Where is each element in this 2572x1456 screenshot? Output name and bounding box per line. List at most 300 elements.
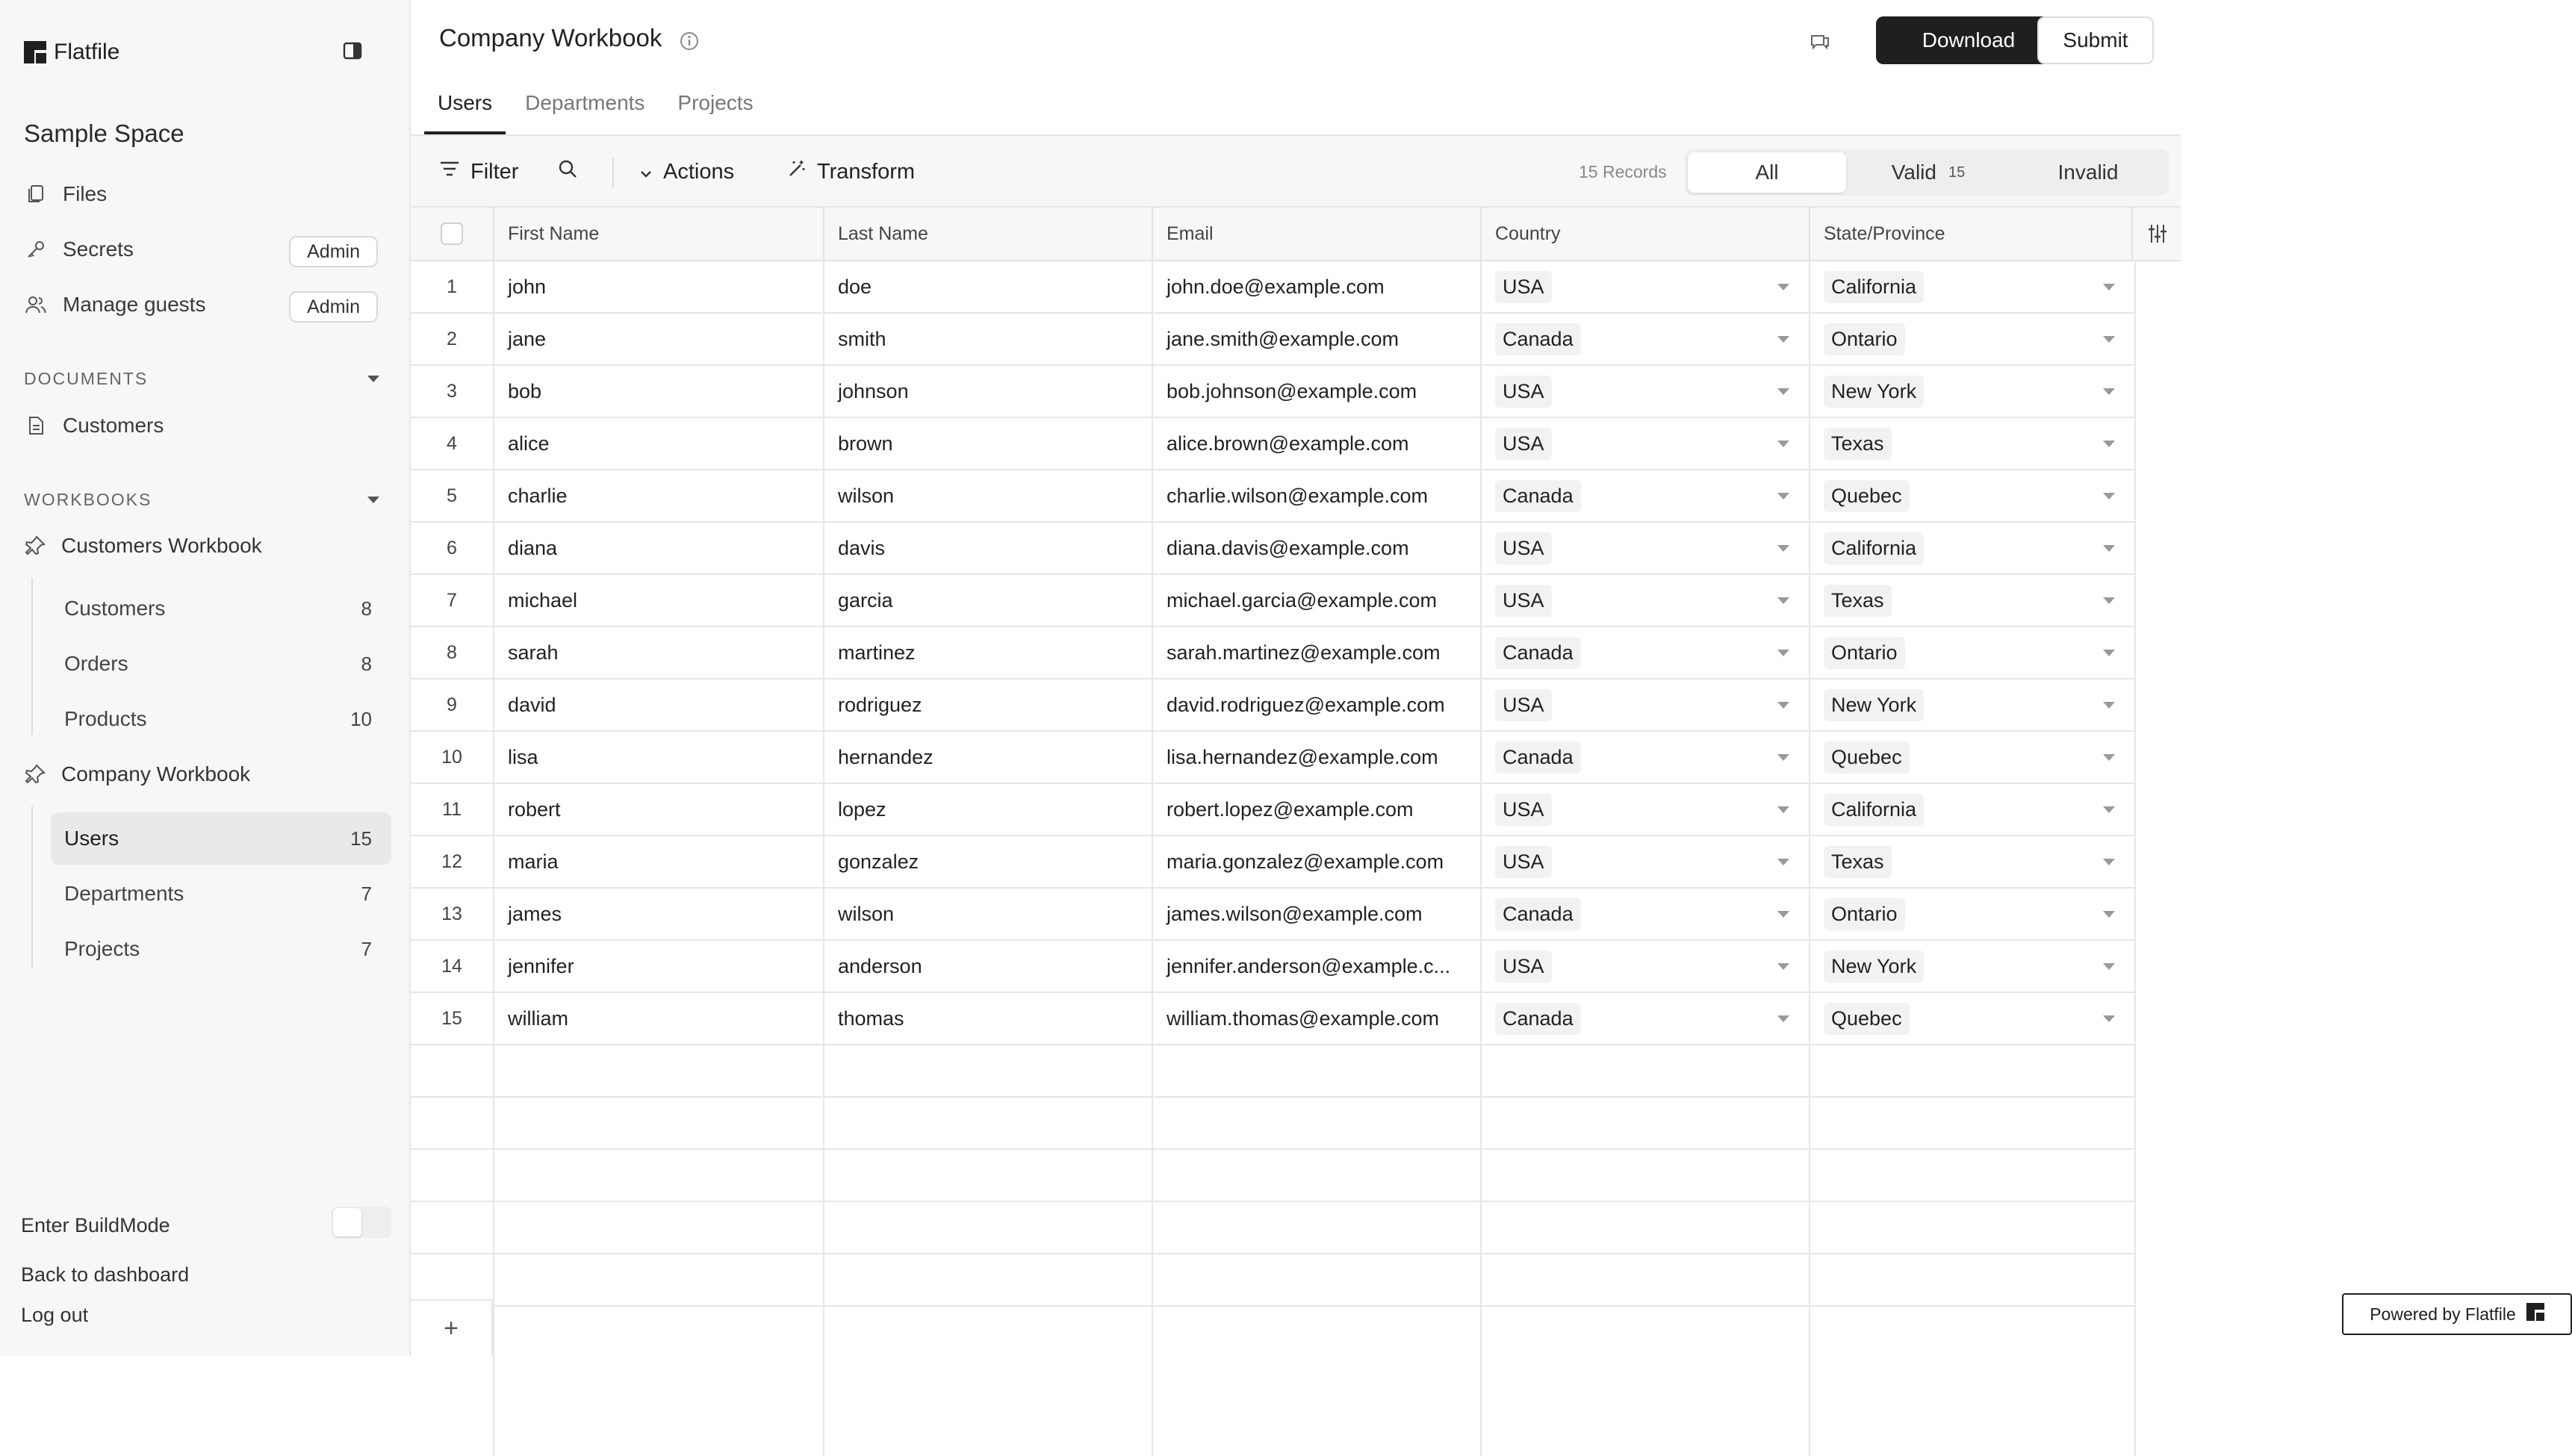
records-count: 15 Records [1579, 161, 1667, 181]
country-cell[interactable] [1482, 784, 1810, 835]
row-number-cell[interactable]: 7 [411, 575, 494, 626]
dropdown-caret-icon[interactable] [1777, 493, 1789, 500]
workbooks-heading: WORKBOOKS [24, 490, 152, 509]
search-icon [557, 158, 578, 185]
document-item-customers[interactable] [24, 403, 382, 448]
record-filter-segmented-control [1685, 149, 2169, 196]
state-province-cell[interactable] [1810, 941, 2136, 992]
empty-cell[interactable] [1153, 1098, 1482, 1148]
enum-value: Ontario [1824, 898, 1905, 930]
sidebar-item-files[interactable] [24, 172, 382, 217]
enum-value: Ontario [1824, 323, 1905, 355]
country-cell[interactable] [1482, 679, 1810, 730]
sheet-label: Orders [64, 652, 128, 675]
sheet-count: 10 [350, 707, 372, 730]
empty-row [411, 1045, 2136, 1098]
row-number-cell[interactable]: 6 [411, 523, 494, 573]
enum-value: California [1824, 794, 1924, 826]
row-number-cell[interactable]: 8 [411, 627, 494, 678]
enum-value: USA [1495, 532, 1552, 564]
country-cell[interactable] [1482, 261, 1810, 312]
empty-cell[interactable] [494, 1098, 824, 1148]
build-mode-toggle[interactable] [332, 1207, 391, 1238]
email-cell[interactable]: michael.garcia@example.com [1153, 575, 1482, 626]
dropdown-caret-icon[interactable] [1777, 754, 1789, 761]
main-content [411, 0, 2516, 1356]
select-all-checkbox[interactable] [441, 223, 463, 245]
empty-cell[interactable] [494, 1045, 824, 1096]
sidebar-item-manage-guests[interactable] [24, 282, 382, 327]
row-number-cell[interactable]: 5 [411, 470, 494, 521]
state-province-cell[interactable] [1810, 575, 2136, 626]
empty-cell[interactable] [1482, 1202, 1810, 1253]
row-number-cell[interactable]: 3 [411, 366, 494, 417]
logout-link[interactable]: Log out [21, 1304, 89, 1326]
segment-all[interactable]: All [1688, 152, 1846, 193]
caret-down-icon[interactable] [367, 376, 379, 382]
toolbar-separator [612, 158, 614, 188]
row-number-cell[interactable]: 12 [411, 836, 494, 887]
empty-cell[interactable] [1810, 1045, 2136, 1096]
state-province-cell[interactable] [1810, 366, 2136, 417]
empty-cell[interactable] [1810, 1254, 2136, 1305]
sidebar-item-secrets[interactable] [24, 227, 382, 272]
last-name-cell[interactable]: brown [824, 418, 1153, 469]
admin-badge: Admin [289, 236, 378, 267]
first-name-cell[interactable]: alice [494, 418, 824, 469]
magic-wand-icon [787, 159, 807, 184]
sheet-label: Users [64, 827, 119, 850]
dropdown-caret-icon[interactable] [1777, 702, 1789, 709]
empty-cell[interactable] [824, 1098, 1153, 1148]
empty-cell[interactable] [1482, 1150, 1810, 1201]
sheet-item-projects[interactable] [51, 923, 391, 975]
empty-row [411, 1098, 2136, 1150]
workbook-title: Company Workbook [61, 762, 251, 785]
enum-value: USA [1495, 376, 1552, 408]
sheet-label: Projects [64, 937, 140, 960]
country-cell[interactable] [1482, 418, 1810, 469]
filter-icon [439, 159, 460, 184]
table-row [411, 836, 2136, 889]
enum-value: California [1824, 271, 1924, 303]
enum-value: Canada [1495, 898, 1581, 930]
dropdown-caret-icon[interactable] [2103, 441, 2115, 447]
state-province-cell[interactable] [1810, 470, 2136, 521]
document-icon [24, 414, 48, 438]
email-cell[interactable]: john.doe@example.com [1153, 261, 1482, 312]
state-province-cell[interactable] [1810, 627, 2136, 678]
segment-valid-count: 15 [1948, 164, 1966, 181]
enum-value: USA [1495, 951, 1552, 983]
tree-guide [31, 578, 33, 735]
last-name-cell[interactable]: rodriguez [824, 679, 1153, 730]
first-name-cell[interactable]: diana [494, 523, 824, 573]
dropdown-caret-icon[interactable] [2103, 754, 2115, 761]
state-province-cell[interactable] [1810, 523, 2136, 573]
enum-value: Canada [1495, 637, 1581, 669]
sheet-item-orders[interactable] [51, 638, 391, 690]
transform-button[interactable] [787, 136, 915, 208]
table-row [411, 889, 2136, 941]
admin-badge: Admin [289, 291, 378, 323]
table-row [411, 941, 2136, 993]
enum-value: California [1824, 532, 1924, 564]
filter-button[interactable] [439, 136, 518, 208]
state-province-cell[interactable] [1810, 679, 2136, 730]
dropdown-caret-icon[interactable] [2103, 388, 2115, 395]
dropdown-caret-icon[interactable] [1777, 284, 1789, 290]
first-name-cell[interactable]: jennifer [494, 941, 824, 992]
country-cell[interactable] [1482, 732, 1810, 783]
workbook-name: Company Workbook [439, 24, 662, 52]
column-header-email[interactable]: Email [1153, 208, 1482, 260]
first-name-cell[interactable]: lisa [494, 732, 824, 783]
enum-value: Texas [1824, 846, 1892, 878]
country-cell[interactable] [1482, 993, 1810, 1044]
email-cell[interactable]: charlie.wilson@example.com [1153, 470, 1482, 521]
dropdown-caret-icon[interactable] [2103, 597, 2115, 604]
sheet-item-departments[interactable] [51, 868, 391, 920]
dropdown-caret-icon[interactable] [2103, 1015, 2115, 1022]
email-cell[interactable]: lisa.hernandez@example.com [1153, 732, 1482, 783]
column-header-country[interactable]: Country [1482, 208, 1810, 260]
brand-name: Flatfile [54, 40, 120, 64]
last-name-cell[interactable]: anderson [824, 941, 1153, 992]
sheet-label: Departments [64, 882, 184, 905]
table-row [411, 366, 2136, 418]
dropdown-caret-icon[interactable] [1777, 963, 1789, 970]
dropdown-caret-icon[interactable] [1777, 597, 1789, 604]
row-number-cell[interactable]: 15 [411, 993, 494, 1044]
email-cell[interactable]: jane.smith@example.com [1153, 314, 1482, 364]
state-province-cell[interactable] [1810, 261, 2136, 312]
state-province-cell[interactable] [1810, 993, 2136, 1044]
enum-value: New York [1824, 951, 1924, 983]
email-cell[interactable]: jennifer.anderson@example.c... [1153, 941, 1482, 992]
state-province-cell[interactable] [1810, 732, 2136, 783]
submit-button[interactable]: Submit [2037, 16, 2154, 64]
row-number-cell[interactable]: 10 [411, 732, 494, 783]
documents-heading: DOCUMENTS [24, 369, 149, 388]
pin-icon [24, 535, 46, 557]
sheet-count: 7 [361, 937, 372, 960]
dropdown-caret-icon[interactable] [2103, 545, 2115, 552]
segment-valid-label: Valid [1891, 161, 1936, 184]
enum-value: Ontario [1824, 637, 1905, 669]
last-name-cell[interactable]: doe [824, 261, 1153, 312]
last-name-cell[interactable]: martinez [824, 627, 1153, 678]
dropdown-caret-icon[interactable] [2103, 650, 2115, 656]
table-row [411, 261, 2136, 314]
table-row [411, 314, 2136, 366]
actions-label: Actions [663, 159, 735, 184]
sidebar-item-label: Manage guests [63, 293, 206, 316]
column-header-last-name[interactable]: Last Name [824, 208, 1153, 260]
first-name-cell[interactable]: maria [494, 836, 824, 887]
sidebar [0, 0, 411, 1356]
state-province-cell[interactable] [1810, 784, 2136, 835]
enum-value: Quebec [1824, 1003, 1910, 1035]
first-name-cell[interactable]: charlie [494, 470, 824, 521]
empty-cell[interactable] [1810, 1098, 2136, 1148]
dropdown-caret-icon[interactable] [1777, 806, 1789, 813]
chevron-down-icon [639, 160, 653, 184]
dropdown-caret-icon[interactable] [2103, 963, 2115, 970]
email-cell[interactable]: diana.davis@example.com [1153, 523, 1482, 573]
row-number-cell[interactable]: 4 [411, 418, 494, 469]
dropdown-caret-icon[interactable] [1777, 1015, 1789, 1022]
country-cell[interactable] [1482, 314, 1810, 364]
documents-section-header[interactable] [24, 369, 379, 389]
table-row [411, 679, 2136, 732]
dropdown-caret-icon[interactable] [2103, 336, 2115, 343]
last-name-cell[interactable]: gonzalez [824, 836, 1153, 887]
table-row [411, 575, 2136, 627]
sidebar-toggle-icon[interactable] [342, 40, 363, 61]
empty-row [411, 1254, 2136, 1307]
first-name-cell[interactable]: robert [494, 784, 824, 835]
empty-cell[interactable] [824, 1202, 1153, 1253]
dropdown-caret-icon[interactable] [1777, 650, 1789, 656]
sheet-count: 8 [361, 652, 372, 675]
page-title [439, 24, 699, 52]
enum-value: Quebec [1824, 480, 1910, 512]
enum-value: USA [1495, 846, 1552, 878]
first-name-cell[interactable]: sarah [494, 627, 824, 678]
files-icon [24, 182, 48, 206]
search-button[interactable] [557, 136, 578, 208]
enum-value: Canada [1495, 741, 1581, 774]
first-name-cell[interactable]: bob [494, 366, 824, 417]
email-cell[interactable]: maria.gonzalez@example.com [1153, 836, 1482, 887]
dropdown-caret-icon[interactable] [2103, 284, 2115, 290]
country-cell[interactable] [1482, 575, 1810, 626]
enum-value: USA [1495, 689, 1552, 721]
email-cell[interactable]: david.rodriguez@example.com [1153, 679, 1482, 730]
first-name-cell[interactable]: david [494, 679, 824, 730]
empty-cell[interactable] [1482, 1254, 1810, 1305]
sheet-tabs [424, 91, 773, 134]
dropdown-caret-icon[interactable] [1777, 859, 1789, 865]
info-icon[interactable] [680, 28, 699, 48]
dropdown-caret-icon[interactable] [2103, 806, 2115, 813]
column-header-first-name[interactable]: First Name [494, 208, 824, 260]
sidebar-item-label: Secrets [63, 237, 134, 261]
sheet-label: Products [64, 707, 147, 730]
empty-cell[interactable] [824, 1150, 1153, 1201]
first-name-cell[interactable]: james [494, 889, 824, 939]
first-name-cell[interactable]: jane [494, 314, 824, 364]
last-name-cell[interactable]: wilson [824, 470, 1153, 521]
sheet-count: 8 [361, 597, 372, 620]
dropdown-caret-icon[interactable] [2103, 493, 2115, 500]
enum-value: Canada [1495, 480, 1581, 512]
tab-projects[interactable]: Projects [677, 91, 754, 114]
back-to-dashboard-link[interactable]: Back to dashboard [21, 1263, 190, 1286]
first-name-cell[interactable]: william [494, 993, 824, 1044]
tab-departments[interactable]: Departments [525, 91, 645, 114]
sheet-count: 7 [361, 882, 372, 905]
toolbar [411, 136, 2181, 208]
empty-row [411, 1150, 2136, 1202]
first-name-cell[interactable]: michael [494, 575, 824, 626]
dropdown-caret-icon[interactable] [1777, 336, 1789, 343]
dropdown-caret-icon[interactable] [1777, 441, 1789, 447]
row-number-cell[interactable]: 9 [411, 679, 494, 730]
workbook-company-workbook[interactable] [24, 756, 250, 793]
enum-value: New York [1824, 376, 1924, 408]
sheet-item-customers[interactable] [51, 582, 391, 635]
empty-row [411, 1202, 2136, 1254]
enum-value: Canada [1495, 1003, 1581, 1035]
enum-value: Quebec [1824, 741, 1910, 774]
column-settings-icon[interactable] [2131, 208, 2182, 260]
row-number-cell[interactable]: 11 [411, 784, 494, 835]
empty-cell[interactable] [1153, 1254, 1482, 1305]
email-cell[interactable]: james.wilson@example.com [1153, 889, 1482, 939]
email-cell[interactable]: bob.johnson@example.com [1153, 366, 1482, 417]
empty-cell[interactable] [1810, 1202, 2136, 1253]
empty-cell[interactable] [1810, 1150, 2136, 1201]
users-icon [24, 293, 48, 317]
last-name-cell[interactable]: smith [824, 314, 1153, 364]
state-province-cell[interactable] [1810, 836, 2136, 887]
sheet-label: Customers [64, 597, 166, 620]
last-name-cell[interactable]: davis [824, 523, 1153, 573]
country-cell[interactable] [1482, 836, 1810, 887]
dropdown-caret-icon[interactable] [2103, 911, 2115, 918]
grid-filler [411, 1307, 2136, 1456]
empty-cell[interactable] [1153, 1202, 1482, 1253]
country-cell[interactable] [1482, 523, 1810, 573]
chat-icon[interactable] [1809, 30, 1831, 52]
empty-cell[interactable] [1153, 1045, 1482, 1096]
empty-cell[interactable] [494, 1254, 824, 1305]
brand-logo[interactable] [24, 39, 119, 66]
flatfile-logo-icon [2526, 1303, 2544, 1325]
build-mode-label: Enter BuildMode [21, 1214, 170, 1236]
tab-users[interactable]: Users [424, 91, 506, 134]
dropdown-caret-icon[interactable] [2103, 702, 2115, 709]
state-province-cell[interactable] [1810, 314, 2136, 364]
country-cell[interactable] [1482, 470, 1810, 521]
empty-cell[interactable] [494, 1202, 824, 1253]
tree-guide [31, 806, 33, 968]
segment-valid[interactable] [1849, 152, 2007, 193]
dropdown-caret-icon[interactable] [1777, 545, 1789, 552]
filter-label: Filter [470, 159, 519, 184]
enum-value: USA [1495, 271, 1552, 303]
empty-cell[interactable] [411, 1045, 494, 1096]
last-name-cell[interactable]: wilson [824, 889, 1153, 939]
column-header-state-province[interactable]: State/Province [1824, 223, 1945, 244]
email-cell[interactable]: robert.lopez@example.com [1153, 784, 1482, 835]
row-number-cell[interactable]: 1 [411, 261, 494, 312]
empty-cell[interactable] [411, 1098, 494, 1148]
table-row [411, 523, 2136, 575]
workbooks-section-header[interactable] [24, 490, 379, 510]
enum-value: USA [1495, 428, 1552, 460]
state-province-cell[interactable] [1810, 418, 2136, 469]
dropdown-caret-icon[interactable] [2103, 859, 2115, 865]
powered-by-label: Powered by Flatfile [2370, 1304, 2516, 1324]
empty-cell[interactable] [411, 1150, 494, 1201]
table-row [411, 470, 2136, 523]
dropdown-caret-icon[interactable] [1777, 911, 1789, 918]
empty-cell[interactable] [411, 1202, 494, 1253]
enum-value: Canada [1495, 323, 1581, 355]
document-label: Customers [63, 414, 164, 437]
sidebar-item-label: Files [63, 182, 108, 205]
table-row [411, 627, 2136, 679]
empty-cell[interactable] [411, 1254, 494, 1305]
empty-cell[interactable] [824, 1254, 1153, 1305]
empty-cell[interactable] [824, 1045, 1153, 1096]
state-province-cell[interactable] [1810, 889, 2136, 939]
enum-value: Texas [1824, 428, 1892, 460]
empty-cell[interactable] [494, 1150, 824, 1201]
pin-icon [24, 763, 46, 785]
last-name-cell[interactable]: lopez [824, 784, 1153, 835]
table-row [411, 784, 2136, 836]
add-row-button[interactable]: + [411, 1299, 493, 1356]
last-name-cell[interactable]: thomas [824, 993, 1153, 1044]
country-cell[interactable] [1482, 366, 1810, 417]
email-cell[interactable]: william.thomas@example.com [1153, 993, 1482, 1044]
table-row [411, 732, 2136, 784]
transform-label: Transform [817, 159, 916, 184]
space-title: Sample Space [24, 119, 184, 147]
country-cell[interactable] [1482, 627, 1810, 678]
email-cell[interactable]: alice.brown@example.com [1153, 418, 1482, 469]
flatfile-logo-icon [24, 41, 46, 63]
empty-cell[interactable] [1482, 1045, 1810, 1096]
enum-value: USA [1495, 585, 1552, 617]
country-cell[interactable] [1482, 889, 1810, 939]
data-grid [411, 208, 2181, 1356]
powered-by-badge[interactable] [2342, 1293, 2572, 1335]
empty-cell[interactable] [1482, 1098, 1810, 1148]
sheet-count: 15 [350, 827, 372, 850]
row-number-cell[interactable]: 14 [411, 941, 494, 992]
workbook-title: Customers Workbook [61, 534, 262, 557]
actions-button[interactable] [639, 136, 734, 208]
grid-header [411, 208, 2181, 261]
table-row [411, 993, 2136, 1045]
last-name-cell[interactable]: garcia [824, 575, 1153, 626]
caret-down-icon[interactable] [367, 497, 379, 503]
row-number-cell[interactable]: 2 [411, 314, 494, 364]
last-name-cell[interactable]: hernandez [824, 732, 1153, 783]
dropdown-caret-icon[interactable] [1777, 388, 1789, 395]
enum-value: USA [1495, 794, 1552, 826]
last-name-cell[interactable]: johnson [824, 366, 1153, 417]
sheet-item-users[interactable] [51, 812, 391, 865]
sheet-item-products[interactable] [51, 693, 391, 745]
enum-value: New York [1824, 689, 1924, 721]
segment-invalid[interactable]: Invalid [2057, 161, 2119, 184]
download-button[interactable]: Download [1876, 16, 2061, 64]
key-icon [24, 237, 48, 261]
email-cell[interactable]: sarah.martinez@example.com [1153, 627, 1482, 678]
table-row [411, 418, 2136, 470]
row-number-cell[interactable]: 13 [411, 889, 494, 939]
empty-cell[interactable] [1153, 1150, 1482, 1201]
first-name-cell[interactable]: john [494, 261, 824, 312]
country-cell[interactable] [1482, 941, 1810, 992]
workbook-customers-workbook[interactable] [24, 527, 262, 564]
